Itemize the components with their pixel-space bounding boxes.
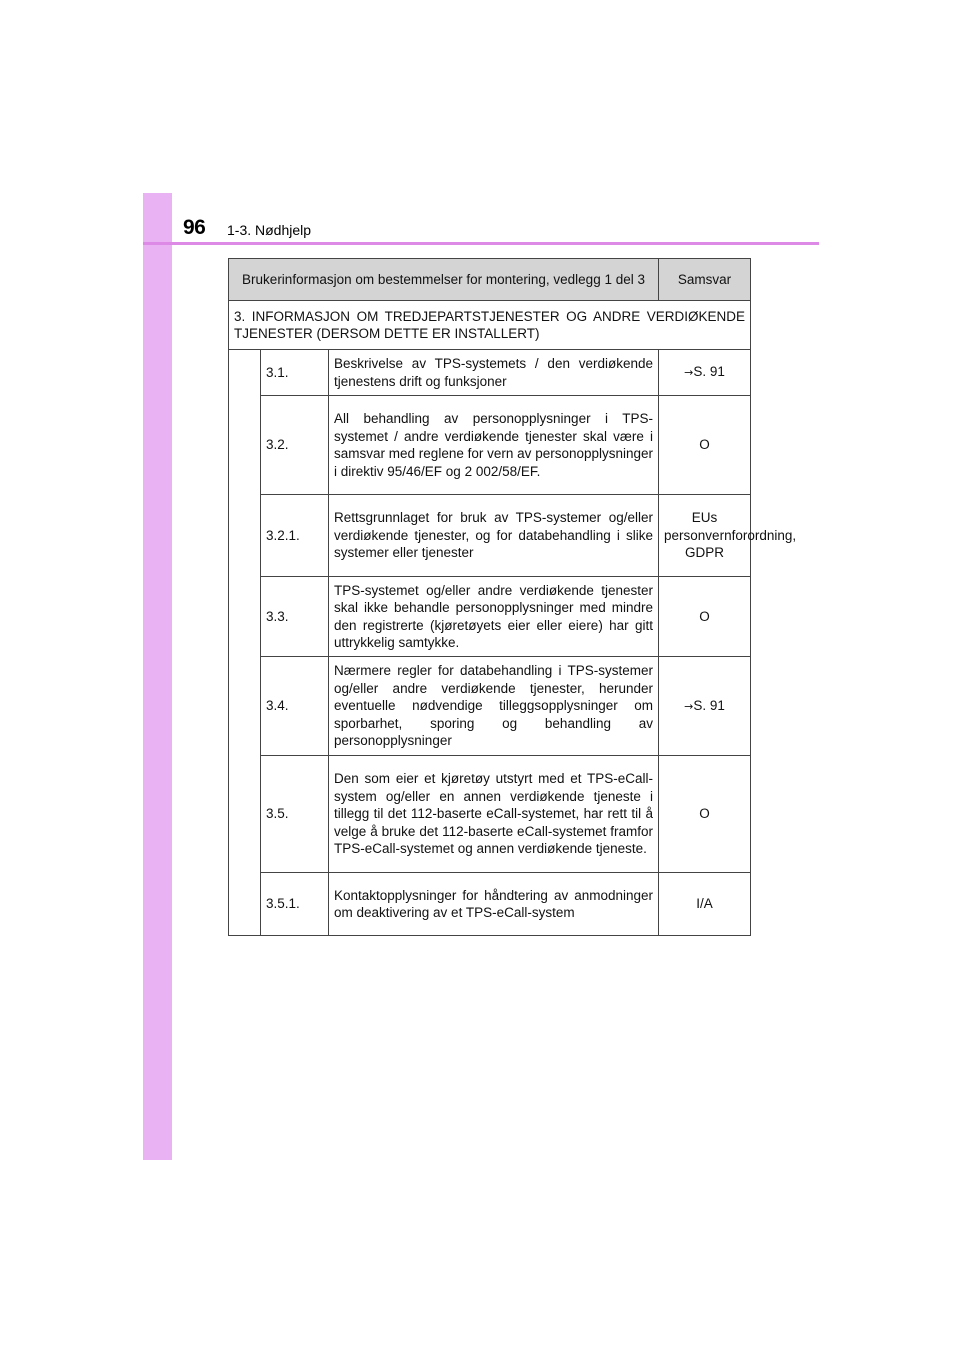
row-number: 3.2.1. <box>261 495 329 577</box>
page-number: 96 <box>183 216 206 239</box>
row-number: 3.5.1. <box>261 873 329 936</box>
result-text: S. 91 <box>693 697 725 713</box>
row-description: Beskrivelse av TPS-systemets / den verdiøkende tjenestens drift og funksjoner <box>329 350 659 396</box>
table-row <box>229 495 751 577</box>
arrow-right-icon: → <box>684 699 694 713</box>
row-result <box>659 577 751 657</box>
section-title: 1-3. Nødhjelp <box>227 222 312 238</box>
row-result <box>659 495 797 577</box>
row-description: Rettsgrunnlaget for bruk av TPS-systemer og/eller verdiøkende tjenester, og for databehandling i slike systemer eller tjenester <box>329 495 659 577</box>
row-result <box>659 396 751 495</box>
table-row <box>229 396 751 495</box>
row-result <box>659 873 751 936</box>
result-text: S. 91 <box>693 364 725 380</box>
row-description: Den som eier et kjøretøy utstyrt med et TPS-eCall-system og/eller en annen verdiøkende tjeneste i tillegg til det 112-baserte eCall-systemet, har rett til å velge å bruke det 112-baserte eCall-systemet framfor TPS-eCall-systemet og annen verdiøkende tjeneste. <box>329 756 659 873</box>
row-description: TPS-systemet og/eller andre verdiøkende tjenester skal ikke behandle personopplysninger med mindre den registrerte (kjøretøyets eier eller eiere) har gitt uttrykkelig samtykke. <box>329 577 659 657</box>
table-row <box>229 657 751 756</box>
compliance-table <box>228 258 797 936</box>
indent-cell <box>229 350 261 936</box>
section-row <box>229 301 751 350</box>
section-heading: 3. INFORMASJON OM TREDJEPARTSTJENESTER OG ANDRE VERDIØKENDE TJENESTER (DERSOM DETTE ER INSTALLERT) <box>229 301 751 350</box>
row-result <box>659 350 751 396</box>
row-number: 3.2. <box>261 396 329 495</box>
side-color-band <box>143 193 172 1160</box>
row-description: Kontaktopplysninger for håndtering av anmodninger om deaktivering av et TPS-eCall-system <box>329 873 659 936</box>
result-text: O <box>699 608 710 624</box>
row-number: 3.3. <box>261 577 329 657</box>
table-header-row <box>229 259 751 301</box>
table-row <box>229 756 751 873</box>
result-text: I/A <box>696 896 713 912</box>
result-text: EUs personvernforordning, GDPR <box>664 510 797 561</box>
row-description: All behandling av personopplysninger i TPS-systemet / andre verdiøkende tjenester skal være i samsvar med reglene for vern av personopplysninger i direktiv 95/46/EF og 2 002/58/EF. <box>329 396 659 495</box>
result-text: O <box>699 806 710 822</box>
table-row <box>229 577 751 657</box>
result-text: O <box>699 437 710 453</box>
row-number: 3.1. <box>261 350 329 396</box>
row-description: Nærmere regler for databehandling i TPS-systemer og/eller andre verdiøkende tjenester, herunder eventuelle nødvendige tilleggsopplysninger om sporbarhet, sporing og behandling av personopplysninger <box>329 657 659 756</box>
row-number: 3.5. <box>261 756 329 873</box>
arrow-right-icon: → <box>684 366 694 380</box>
row-result <box>659 657 751 756</box>
row-number: 3.4. <box>261 657 329 756</box>
table-row <box>229 350 751 396</box>
header-rule <box>143 242 819 245</box>
table-row <box>229 873 751 936</box>
row-result <box>659 756 751 873</box>
header-compliance: Samsvar <box>659 259 751 301</box>
header-info: Brukerinformasjon om bestemmelser for montering, vedlegg 1 del 3 <box>229 259 659 301</box>
